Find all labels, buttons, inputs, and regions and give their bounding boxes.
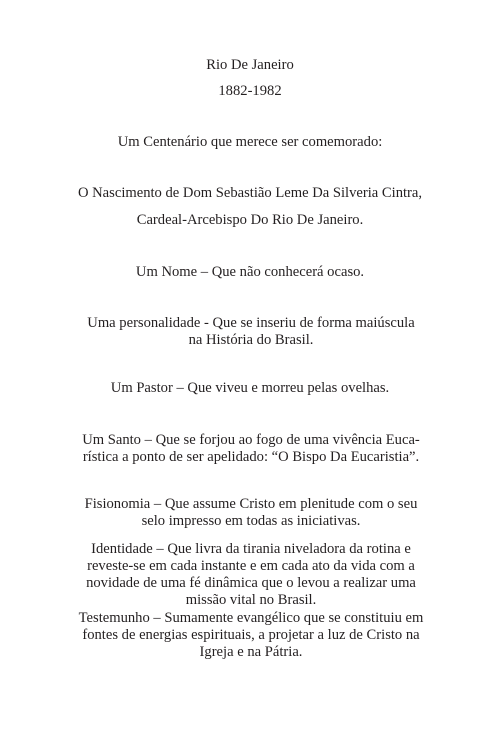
personalidade-line-1: Uma personalidade - Que se inseriu de forma maiúscula: [87, 315, 415, 331]
identidade-line-1: Identidade – Que livra da tirania niveladora da rotina e: [91, 541, 411, 557]
intro-line: Um Centenário que merece ser comemorado:: [117, 134, 383, 150]
testemunho-line-3: Igreja e na Pátria.: [199, 644, 303, 660]
header-years: 1882-1982: [218, 83, 282, 99]
testemunho-line-1: Testemunho – Sumamente evangélico que se constituiu em: [78, 610, 424, 626]
identidade-line-2: reveste-se em cada instante e em cada ato da vida com a: [87, 558, 415, 574]
santo-paragraph: [77, 432, 425, 466]
fisionomia-line-1: Fisionomia – Que assume Cristo em plenitude com o seu: [84, 496, 418, 512]
santo-line-2: rística a ponto de ser apelidado: “O Bispo Da Eucaristia”.: [82, 449, 420, 465]
testemunho-paragraph: [77, 610, 425, 661]
identidade-line-3: novidade de uma fé dinâmica que o levou a realizar uma: [86, 575, 416, 591]
nome-line: Um Nome – Que não conhecerá ocaso.: [135, 264, 365, 280]
personalidade-line-2: na História do Brasil.: [188, 332, 314, 348]
pastor-line: Um Pastor – Que viveu e morreu pelas ovelhas.: [110, 380, 390, 396]
identidade-paragraph: [77, 541, 425, 609]
identidade-line-4: missão vital no Brasil.: [185, 592, 317, 608]
testemunho-line-2: fontes de energias espirituais, a projetar a luz de Cristo na: [82, 627, 420, 643]
personalidade-paragraph: [77, 315, 425, 349]
fisionomia-line-2: selo impresso em todas as iniciativas.: [141, 513, 361, 529]
santo-line-1: Um Santo – Que se forjou ao fogo de uma vivência Euca-: [82, 432, 420, 448]
fisionomia-paragraph: [77, 496, 425, 530]
birth-line-1: O Nascimento de Dom Sebastião Leme Da Silveria Cintra,: [77, 185, 423, 201]
header-city: Rio De Janeiro: [206, 57, 294, 73]
birth-line-2: Cardeal-Arcebispo Do Rio De Janeiro.: [136, 212, 364, 228]
